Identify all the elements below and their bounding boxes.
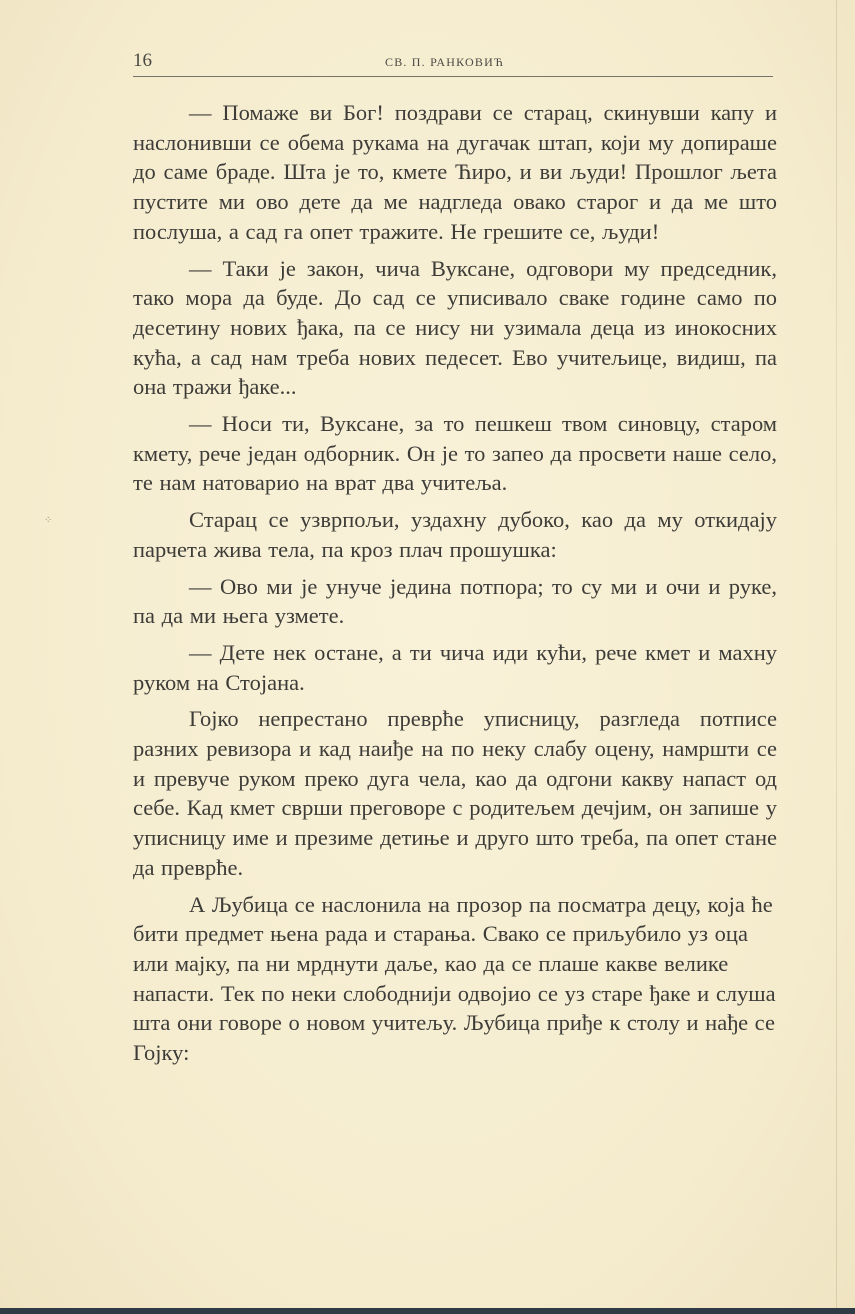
paragraph: — Таки је закон, чича Вуксане, одговори му председник, тако мора да буде. До сад се уписивало сваке године само по десетину нових ђака, па се нису ни узимала деца из инокосних кућа, а сад нам треба нових педесет. Ево учитељице, видиш, па она тражи ђаке... (133, 255, 777, 400)
page-number: 16 (133, 50, 152, 71)
page-edge (836, 0, 837, 1314)
paragraph: — Дете нек остане, а ти чича иди кући, рече кмет и махну руком на Стојана. (133, 639, 777, 695)
page-header (133, 50, 773, 76)
header-rule (133, 76, 773, 77)
paragraph: — Ово ми је унуче једина потпора; то су ми и очи и руке, па да ми њега узмете. (133, 573, 777, 629)
paragraph: — Носи ти, Вуксане, за то пешкеш твом синовцу, старом кмету, рече један одборник. Он је то запео да просвети наше село, те нам натоварио на врат два учитеља. (133, 411, 777, 496)
scan-bottom-edge (0, 1308, 855, 1314)
paragraph: Гојко непрестано преврће уписницу, разгледа потписе разних ревизора и кад наиђе на по неку слабу оцену, намршти се и превуче руком преко дуга чела, као да одгони какву напаст од себе. Кад кмет сврши преговоре с родитељем дечјим, он запише у уписницу име и презиме детиње и друго што треба, па опет стане да преврће. (133, 706, 777, 880)
paragraph: Старац се узврпољи, уздахну дубоко, као да му откидају парчета жива тела, па кроз плач прошушка: (133, 507, 777, 562)
paragraph: — Помаже ви Бог! поздрави се старац, скинувши капу и наслонивши се обема рукама на дугачак штап, који му допираше до саме браде. Шта је то, кмете Ћиро, и ви људи! Прошлог љета пустите ми ово дете да ме надгледа овако старог и да ме што послуша, а сад га опет тражите. Не грешите се, људи! (133, 100, 777, 244)
running-head: СВ. П. РАНКОВИЋ (385, 55, 505, 69)
paper-speck: ⁘ (44, 515, 53, 526)
body-text (133, 98, 777, 1075)
paragraph: А Љубица се наслонила на прозор па посматра децу, која ће бити предмет њена рада и старања. Свако се приљубило уз оца или мајку, па ни мрднути даље, као да се плаше какве велике напасти. Тек по неки слободнији одвојио се уз старе ђаке и слуша шта они говоре о новом учитељу. Љубица приђе к столу и нађе се Гојку: (133, 891, 776, 1066)
